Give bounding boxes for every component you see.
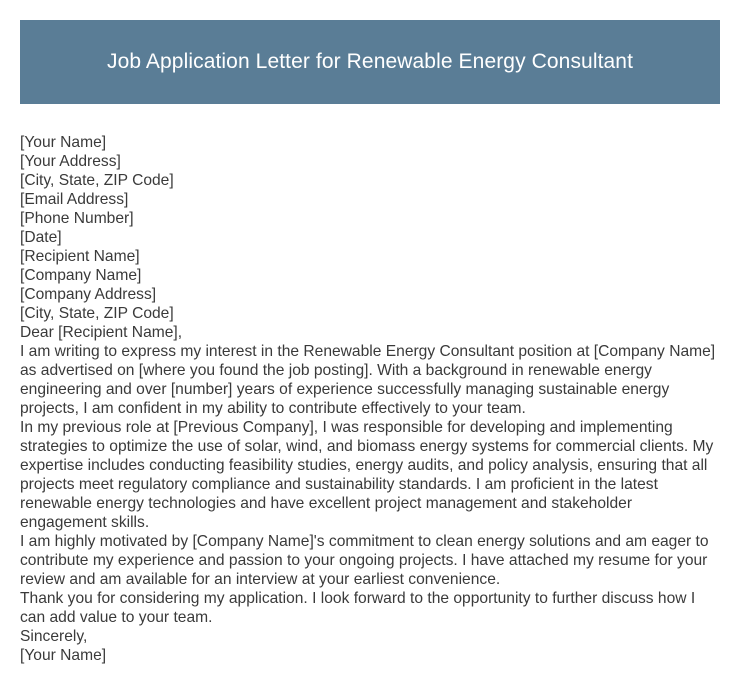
recipient-name: [Recipient Name] (20, 248, 140, 265)
salutation: Dear [Recipient Name], (20, 324, 183, 341)
sender-name: [Your Name] (20, 134, 107, 151)
sender-address: [Your Address] (20, 153, 121, 170)
sender-phone: [Phone Number] (20, 210, 134, 227)
recipient-company-address: [Company Address] (20, 286, 157, 303)
paragraph-experience: In my previous role at [Previous Company], I was responsible for developing and implementing strategies to optimize the use of solar, wind, and biomass energy systems for commercial clients. My expertise includes conducting feasibility studies, energy audits, and policy analysis, ensuring that all projects meet regulatory compliance and sustainability standards. I am proficient in the latest renewable energy technologies and have excellent project management and stakeholder engagement skills. (20, 419, 714, 531)
recipient-city-state-zip: [City, State, ZIP Code] (20, 305, 174, 322)
signature: [Your Name] (20, 647, 107, 664)
title-banner (20, 20, 720, 104)
letter-date: [Date] (20, 229, 62, 246)
paragraph-thanks: Thank you for considering my application. I look forward to the opportunity to further discuss how I can add value to your team. (20, 590, 696, 626)
paragraph-intro: I am writing to express my interest in the Renewable Energy Consultant position at [Company Name] as advertised on [where you found the job posting]. With a background in renewable energy engineering and over [number] years of experience successfully managing sustainable energy projects, I am confident in my ability to contribute effectively to your team. (20, 343, 716, 417)
page-title: Job Application Letter for Renewable Energy Consultant (106, 50, 634, 73)
recipient-company: [Company Name] (20, 267, 142, 284)
sender-email: [Email Address] (20, 191, 129, 208)
sender-city-state-zip: [City, State, ZIP Code] (20, 172, 174, 189)
letter-body (20, 133, 722, 665)
closing: Sincerely, (20, 628, 88, 645)
paragraph-motivation: I am highly motivated by [Company Name]'s commitment to clean energy solutions and am eager to contribute my experience and passion to your ongoing projects. I have attached my resume for your review and am available for an interview at your earliest convenience. (20, 533, 709, 588)
